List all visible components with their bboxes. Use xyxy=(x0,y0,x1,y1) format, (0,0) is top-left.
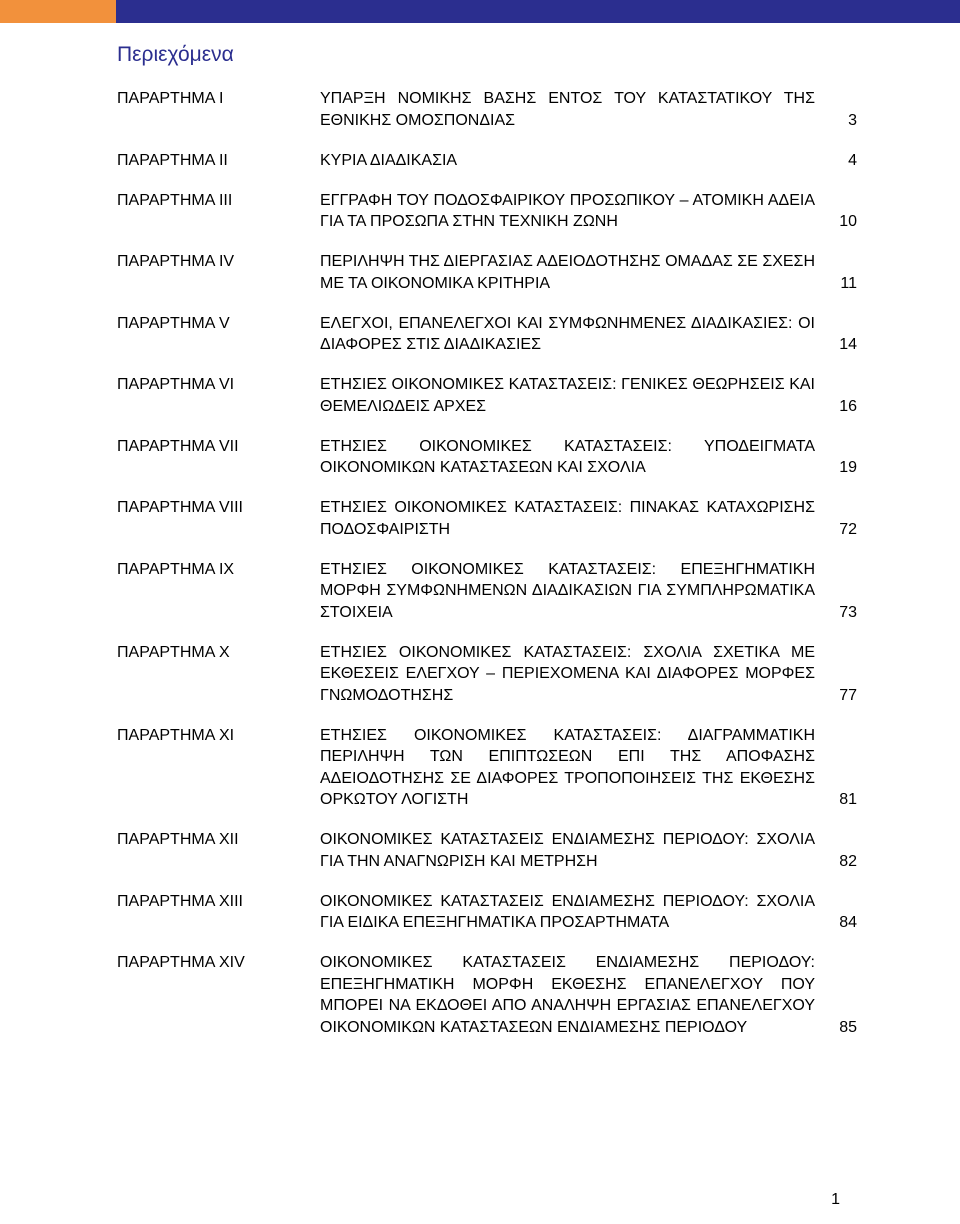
toc-entry-title: ΕΓΓΡΑΦΗ ΤΟΥ ΠΟΔΟΣΦΑΙΡΙΚΟΥ ΠΡΟΣΩΠΙΚΟΥ – ΑΤΟΜΙΚΗ ΑΔΕΙΑ ΓΙΑ ΤΑ ΠΡΟΣΩΠΑ ΣΤΗΝ ΤΕΧΝΙΚΗ ΖΩΝΗ xyxy=(320,191,815,230)
page-title: Περιεχόμενα xyxy=(117,43,234,66)
header-bar-orange-block xyxy=(0,0,116,23)
toc-entry-title: ΠΕΡΙΛΗΨΗ ΤΗΣ ΔΙΕΡΓΑΣΙΑΣ ΑΔΕΙΟΔΟΤΗΣΗΣ ΟΜΑΔΑΣ ΣΕ ΣΧΕΣΗ ΜΕ ΤΑ ΟΙΚΟΝΟΜΙΚΑ ΚΡΙΤΗΡΙΑ xyxy=(320,253,815,292)
toc-entry-title: ΕΤΗΣΙΕΣ ΟΙΚΟΝΟΜΙΚΕΣ ΚΑΤΑΣΤΑΣΕΙΣ: ΔΙΑΓΡΑΜΜΑΤΙΚΗ ΠΕΡΙΛΗΨΗ ΤΩΝ ΕΠΙΠΤΩΣΕΩΝ ΕΠΙ ΤΗΣ ΑΠΟΦΑΣΗΣ ΑΔΕΙΟΔΟΤΗΣΗΣ ΣΕ ΔΙΑΦΟΡΕΣ ΤΡΟΠΟΠΟΙΗΣΕΙΣ ΤΗΣ ΕΚΘΕΣΗΣ ΟΡΚΩΤΟΥ ΛΟΓΙΣΤΗ xyxy=(320,726,815,808)
toc-entry-page: 81 xyxy=(839,791,857,808)
toc-entry-page: 82 xyxy=(839,852,857,870)
toc-entry-title: ΕΤΗΣΙΕΣ ΟΙΚΟΝΟΜΙΚΕΣ ΚΑΤΑΣΤΑΣΕΙΣ: ΕΠΕΞΗΓΗΜΑΤΙΚΗ ΜΟΡΦΗ ΣΥΜΦΩΝΗΜΕΝΩΝ ΔΙΑΔΙΚΑΣΙΩΝ ΓΙΑ ΣΥΜΠΛΗΡΩΜΑΤΙΚΑ ΣΤΟΙΧΕΙΑ xyxy=(320,560,815,621)
toc-entry xyxy=(117,436,857,479)
toc-entry xyxy=(117,891,857,934)
toc-entry-page: 85 xyxy=(839,1018,857,1036)
toc-entry-label: ΠΑΡΑΡΤΗΜΑ VI xyxy=(117,376,235,393)
toc-entry-title: ΕΛΕΓΧΟΙ, ΕΠΑΝΕΛΕΓΧΟΙ ΚΑΙ ΣΥΜΦΩΝΗΜΕΝΕΣ ΔΙΑΔΙΚΑΣΙΕΣ: ΟΙ ΔΙΑΦΟΡΕΣ ΣΤΙΣ ΔΙΑΔΙΚΑΣΙΕΣ xyxy=(320,314,815,353)
toc-entry-label: ΠΑΡΑΡΤΗΜΑ ΙΙΙ xyxy=(117,191,233,209)
toc-entry xyxy=(117,251,857,294)
toc-entry-label: ΠΑΡΑΡΤΗΜΑ X xyxy=(117,643,230,661)
toc-entry xyxy=(117,313,857,356)
toc-entry-page: 3 xyxy=(848,111,857,129)
toc-entry-label: ΠΑΡΑΡΤΗΜΑ XIV xyxy=(117,954,245,971)
toc-entry-label: ΠΑΡΑΡΤΗΜΑ IX xyxy=(117,560,235,578)
toc-entry-label: ΠΑΡΑΡΤΗΜΑ XI xyxy=(117,726,235,744)
toc-entry xyxy=(117,829,857,872)
toc-entry-page: 73 xyxy=(839,603,857,621)
toc-entry-label: ΠΑΡΑΡΤΗΜΑ VII xyxy=(117,437,239,455)
toc-entry-title: ΟΙΚΟΝΟΜΙΚΕΣ ΚΑΤΑΣΤΑΣΕΙΣ ΕΝΔΙΑΜΕΣΗΣ ΠΕΡΙΟΔΟΥ: ΣΧΟΛΙΑ ΓΙΑ ΕΙΔΙΚΑ ΕΠΕΞΗΓΗΜΑΤΙΚΑ ΠΡΟΣΑΡΤΗΜΑΤΑ xyxy=(320,892,815,931)
toc-entry xyxy=(117,190,857,233)
toc-entry-label: ΠΑΡΑΡΤΗΜΑ V xyxy=(117,314,230,332)
toc-entry-page: 4 xyxy=(848,151,857,169)
toc-entry-label: ΠΑΡΑΡΤΗΜΑ ΙΙ xyxy=(117,151,228,169)
toc-entry-title: ΚΥΡΙΑ ΔΙΑΔΙΚΑΣΙΑ xyxy=(320,151,458,169)
toc-entry xyxy=(117,725,857,811)
toc-entry-label: ΠΑΡΑΡΤΗΜΑ VIII xyxy=(117,499,243,516)
toc-entry xyxy=(117,642,857,707)
toc-entry xyxy=(117,150,857,172)
toc-entry xyxy=(117,952,857,1038)
toc-entry-page: 77 xyxy=(839,686,857,704)
toc-entry-label: ΠΑΡΑΡΤΗΜΑ XII xyxy=(117,831,239,848)
toc-entry xyxy=(117,88,857,131)
table-of-contents xyxy=(117,88,857,1057)
footer-page-number: 1 xyxy=(831,1191,840,1208)
toc-entry xyxy=(117,497,857,540)
toc-entry-title: ΟΙΚΟΝΟΜΙΚΕΣ ΚΑΤΑΣΤΑΣΕΙΣ ΕΝΔΙΑΜΕΣΗΣ ΠΕΡΙΟΔΟΥ: ΕΠΕΞΗΓΗΜΑΤΙΚΗ ΜΟΡΦΗ ΕΚΘΕΣΗΣ ΕΠΑΝΕΛΕΓΧΟΥ ΠΟΥ ΜΠΟΡΕΙ ΝΑ ΕΚΔΟΘΕΙ ΑΠΟ ΑΝΑΛΗΨΗ ΕΡΓΑΣΙΑΣ ΕΠΑΝΕΛΕΓΧΟΥ ΟΙΚΟΝΟΜΙΚΩΝ ΚΑΤΑΣΤΑΣΕΩΝ ΕΝΔΙΑΜΕΣΗΣ ΠΕΡΙΟΔΟΥ xyxy=(320,954,815,1036)
toc-entry-title: ΕΤΗΣΙΕΣ ΟΙΚΟΝΟΜΙΚΕΣ ΚΑΤΑΣΤΑΣΕΙΣ: ΓΕΝΙΚΕΣ ΘΕΩΡΗΣΕΙΣ ΚΑΙ ΘΕΜΕΛΙΩΔΕΙΣ ΑΡΧΕΣ xyxy=(320,376,815,415)
toc-entry-page: 10 xyxy=(839,213,857,230)
header-bar-navy-block xyxy=(116,0,960,23)
toc-entry-page: 84 xyxy=(839,914,857,931)
toc-entry-page: 11 xyxy=(840,274,857,292)
toc-entry-title: ΟΙΚΟΝΟΜΙΚΕΣ ΚΑΤΑΣΤΑΣΕΙΣ ΕΝΔΙΑΜΕΣΗΣ ΠΕΡΙΟΔΟΥ: ΣΧΟΛΙΑ ΓΙΑ ΤΗΝ ΑΝΑΓΝΩΡΙΣΗ ΚΑΙ ΜΕΤΡΗΣΗ xyxy=(320,831,815,870)
toc-entry xyxy=(117,559,857,624)
header-bar xyxy=(0,0,960,23)
toc-entry-page: 19 xyxy=(839,459,857,476)
toc-entry-title: ΕΤΗΣΙΕΣ ΟΙΚΟΝΟΜΙΚΕΣ ΚΑΤΑΣΤΑΣΕΙΣ: ΠΙΝΑΚΑΣ ΚΑΤΑΧΩΡΙΣΗΣ ΠΟΔΟΣΦΑΙΡΙΣΤΗ xyxy=(320,499,815,538)
toc-entry-title: ΕΤΗΣΙΕΣ ΟΙΚΟΝΟΜΙΚΕΣ ΚΑΤΑΣΤΑΣΕΙΣ: ΥΠΟΔΕΙΓΜΑΤΑ ΟΙΚΟΝΟΜΙΚΩΝ ΚΑΤΑΣΤΑΣΕΩΝ ΚΑΙ ΣΧΟΛΙΑ xyxy=(320,437,815,476)
toc-entry-label: ΠΑΡΑΡΤΗΜΑ XIII xyxy=(117,892,243,910)
toc-entry-title: ΥΠΑΡΞΗ ΝΟΜΙΚΗΣ ΒΑΣΗΣ ΕΝΤΟΣ ΤΟΥ ΚΑΤΑΣΤΑΤΙΚΟΥ ΤΗΣ ΕΘΝΙΚΗΣ ΟΜΟΣΠΟΝΔΙΑΣ xyxy=(320,90,815,129)
toc-entry xyxy=(117,374,857,417)
toc-entry-page: 16 xyxy=(839,397,857,415)
toc-entry-page: 72 xyxy=(839,520,857,538)
toc-entry-title: ΕΤΗΣΙΕΣ ΟΙΚΟΝΟΜΙΚΕΣ ΚΑΤΑΣΤΑΣΕΙΣ: ΣΧΟΛΙΑ ΣΧΕΤΙΚΑ ΜΕ ΕΚΘΕΣΕΙΣ ΕΛΕΓΧΟΥ – ΠΕΡΙΕΧΟΜΕΝΑ ΚΑΙ ΔΙΑΦΟΡΕΣ ΜΟΡΦΕΣ ΓΝΩΜΟΔΟΤΗΣΗΣ xyxy=(320,643,815,704)
toc-entry-label: ΠΑΡΑΡΤΗΜΑ Ι xyxy=(117,90,224,107)
toc-entry-label: ΠΑΡΑΡΤΗΜΑ IV xyxy=(117,253,235,270)
toc-entry-page: 14 xyxy=(839,336,857,353)
